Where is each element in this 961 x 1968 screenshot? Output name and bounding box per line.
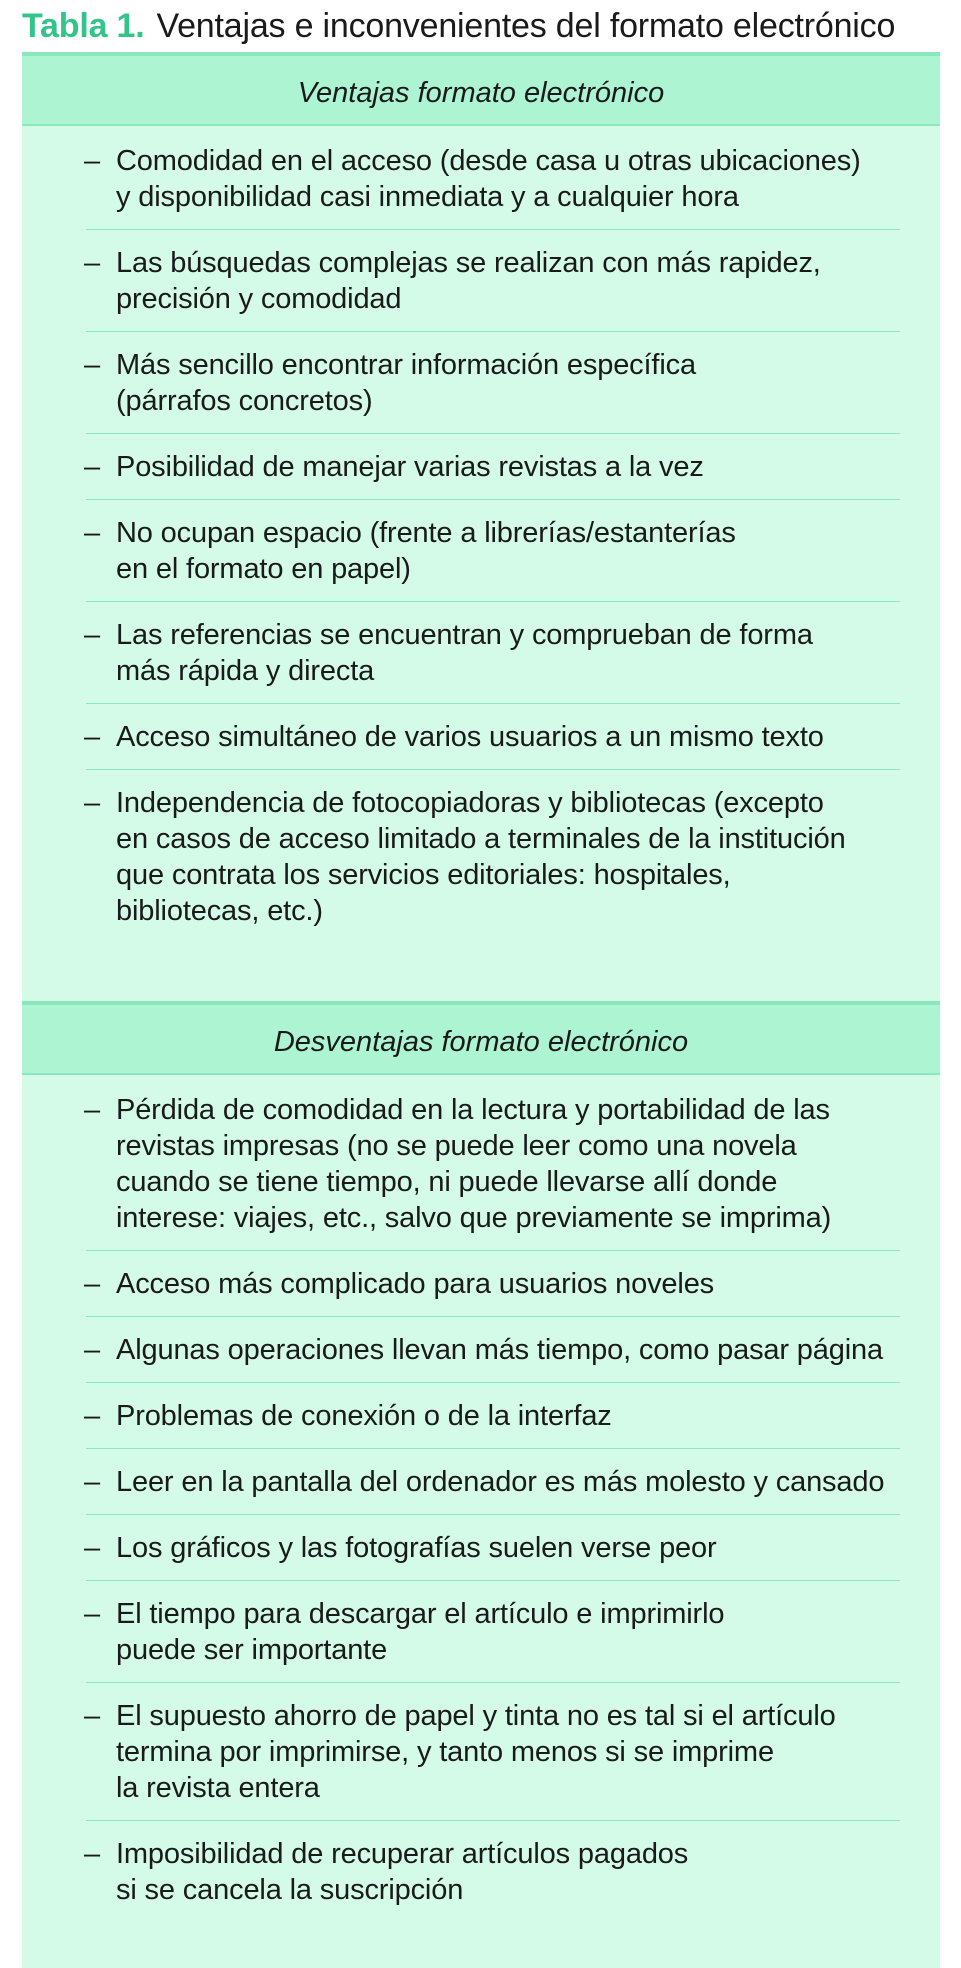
disadvantages-list bbox=[22, 1075, 940, 1968]
list-item-line: – Independencia de fotocopiadoras y bibliotecas (excepto bbox=[116, 787, 824, 819]
list-item-line: – Problemas de conexión o de la interfaz bbox=[116, 1400, 612, 1432]
list-item bbox=[86, 1459, 900, 1515]
list-item-line: en el formato en papel) bbox=[116, 553, 411, 585]
advantages-list bbox=[22, 126, 940, 1001]
list-item bbox=[86, 612, 900, 704]
table-caption bbox=[0, 0, 961, 52]
disadvantages-heading: Desventajas formato electrónico bbox=[22, 1001, 940, 1075]
list-item bbox=[86, 444, 900, 500]
list-item-line: – Acceso simultáneo de varios usuarios a un mismo texto bbox=[116, 721, 824, 753]
list-item-line: si se cancela la suscripción bbox=[116, 1874, 464, 1906]
list-item bbox=[86, 1327, 900, 1383]
list-item-line: – Acceso más complicado para usuarios noveles bbox=[116, 1268, 715, 1300]
list-item-line: revistas impresas (no se puede leer como una novela bbox=[116, 1130, 797, 1162]
list-item-line: que contrata los servicios editoriales: hospitales, bbox=[116, 859, 731, 891]
list-item bbox=[86, 1087, 900, 1251]
list-item bbox=[86, 1591, 900, 1683]
list-item bbox=[86, 1525, 900, 1581]
list-item-line: interese: viajes, etc., salvo que previamente se imprima) bbox=[116, 1202, 832, 1234]
list-item-line: – El tiempo para descargar el artículo e imprimirlo bbox=[116, 1598, 725, 1630]
list-item-line: – Posibilidad de manejar varias revistas a la vez bbox=[116, 451, 704, 483]
table-title: Ventajas e inconvenientes del formato electrónico bbox=[156, 7, 896, 45]
list-item-line: la revista entera bbox=[116, 1772, 320, 1804]
list-item-line: en casos de acceso limitado a terminales de la institución bbox=[116, 823, 846, 855]
list-item-line: – Imposibilidad de recuperar artículos pagados bbox=[116, 1838, 689, 1870]
list-item-line: bibliotecas, etc.) bbox=[116, 895, 323, 927]
list-item-line: cuando se tiene tiempo, ni puede llevarse allí donde bbox=[116, 1166, 778, 1198]
list-item-line: termina por imprimirse, y tanto menos si se imprime bbox=[116, 1736, 774, 1768]
comparison-table bbox=[22, 52, 940, 1968]
list-item bbox=[86, 138, 900, 230]
list-item bbox=[86, 1693, 900, 1821]
list-item-line: y disponibilidad casi inmediata y a cualquier hora bbox=[116, 181, 739, 213]
list-item-line: – Leer en la pantalla del ordenador es más molesto y cansado bbox=[116, 1466, 885, 1498]
list-item-line: – Las búsquedas complejas se realizan con más rapidez, bbox=[116, 247, 821, 279]
list-item-line: más rápida y directa bbox=[116, 655, 375, 687]
list-item-line: – Más sencillo encontrar información específica bbox=[116, 349, 696, 381]
list-item bbox=[86, 1261, 900, 1317]
list-item-line: – Las referencias se encuentran y comprueban de forma bbox=[116, 619, 813, 651]
list-item-line: puede ser importante bbox=[116, 1634, 388, 1666]
list-item-line: – El supuesto ahorro de papel y tinta no es tal si el artículo bbox=[116, 1700, 836, 1732]
list-item bbox=[86, 1393, 900, 1449]
list-item-line: (párrafos concretos) bbox=[116, 385, 373, 417]
list-item bbox=[86, 780, 900, 943]
advantages-heading: Ventajas formato electrónico bbox=[22, 52, 940, 126]
list-item bbox=[86, 240, 900, 332]
list-item bbox=[86, 510, 900, 602]
list-item bbox=[86, 714, 900, 770]
list-item-line: – Algunas operaciones llevan más tiempo, como pasar página bbox=[116, 1334, 883, 1366]
list-item bbox=[86, 342, 900, 434]
list-item-line: – Comodidad en el acceso (desde casa u otras ubicaciones) bbox=[116, 145, 861, 177]
list-item-line: – Los gráficos y las fotografías suelen verse peor bbox=[116, 1532, 717, 1564]
table-number: Tabla 1. bbox=[22, 7, 145, 45]
list-item-line: precisión y comodidad bbox=[116, 283, 402, 315]
list-item-line: – No ocupan espacio (frente a librerías/estanterías bbox=[116, 517, 736, 549]
list-item-line: – Pérdida de comodidad en la lectura y portabilidad de las bbox=[116, 1094, 830, 1126]
list-item bbox=[86, 1831, 900, 1922]
